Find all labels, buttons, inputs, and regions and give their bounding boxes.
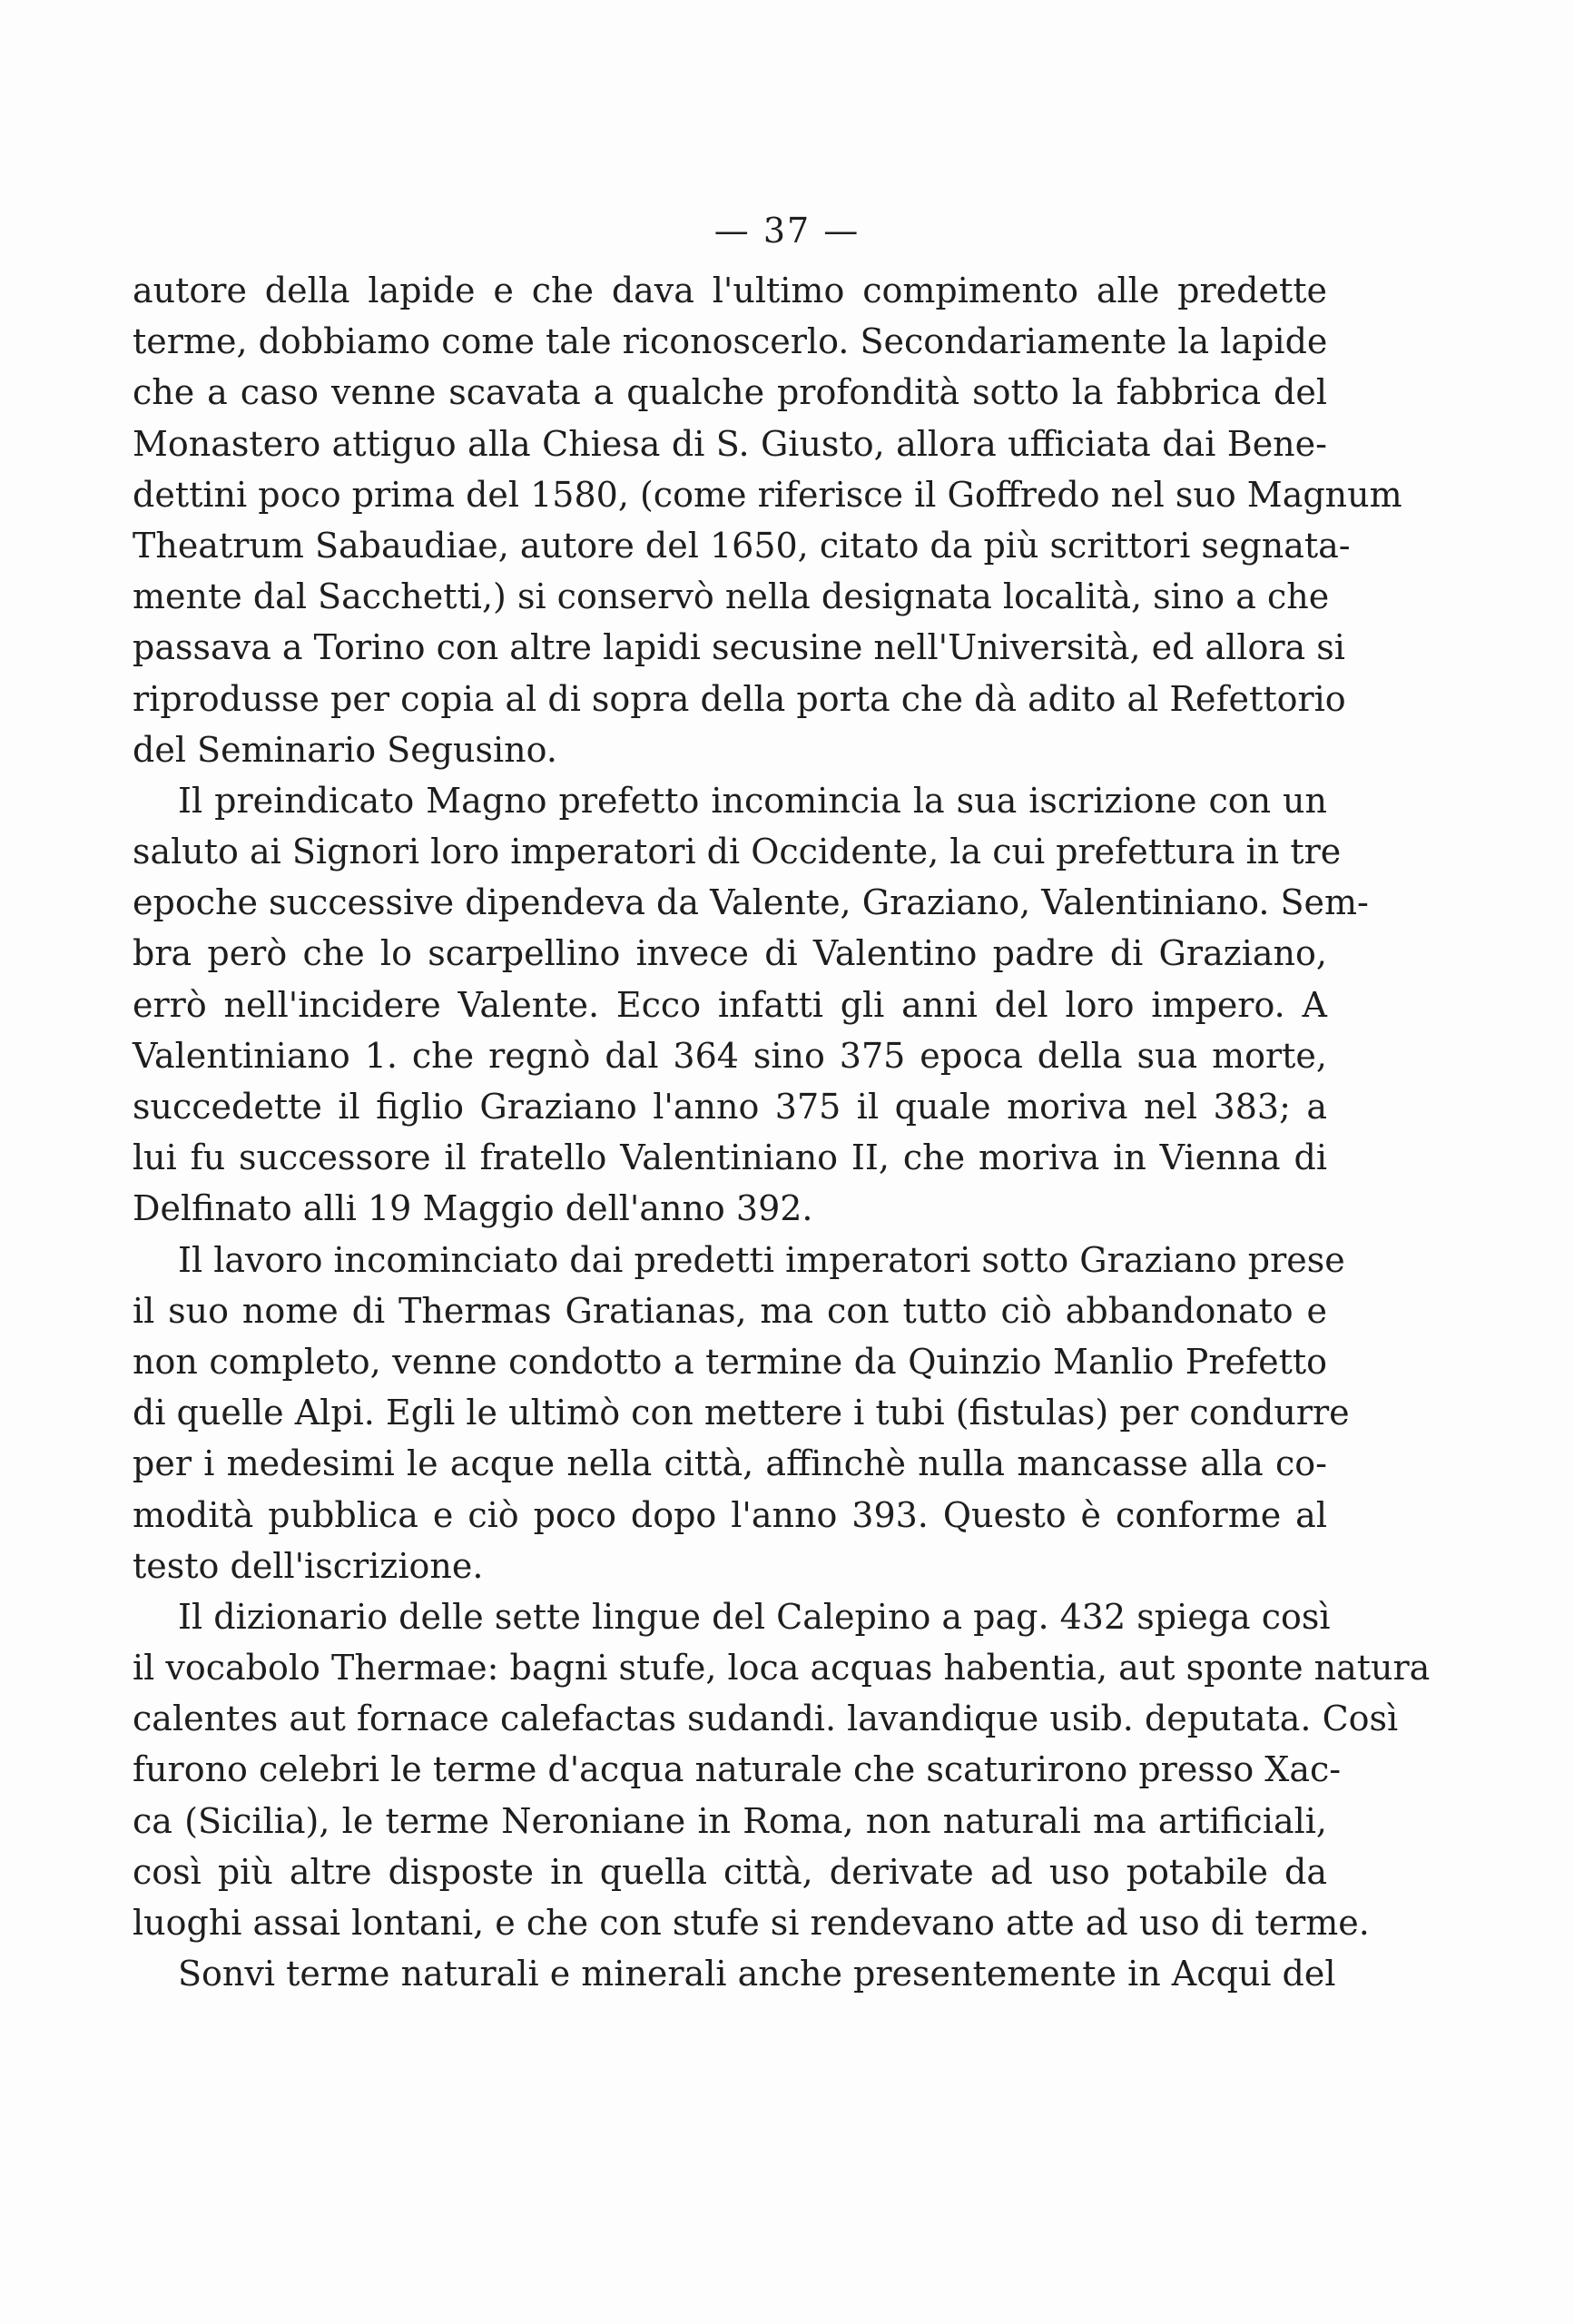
text-line: epoche successive dipendeva da Valente, Graziano, Valentiniano. Sem- [133,882,1369,923]
text-line: calentes aut fornace calefactas sudandi. lavandique usib. deputata. Così [133,1699,1399,1739]
text-line: modità pubblica e ciò poco dopo l'anno 393. Questo è conforme al [133,1494,1327,1535]
text-line: luoghi assai lontani, e che con stufe si rendevano atte ad uso di terme. [133,1903,1370,1943]
text-line: il suo nome di Thermas Gratianas, ma con tutto ciò abbandonato e [133,1290,1327,1331]
text-line: Valentiniano 1. che regnò dal 364 sino 375 epoca della sua morte, [133,1035,1327,1076]
text-line: passava a Torino con altre lapidi secusine nell'Università, ed allora si [133,627,1345,668]
text-line: così più altre disposte in quella città, derivate ad uso potabile da [133,1851,1327,1892]
text-line: ca (Sicilia), le terme Neroniane in Roma, non naturali ma artificiali, [133,1800,1327,1841]
body-text [133,265,1431,1999]
paragraph-start-line: Il dizionario delle sette lingue del Calepino a pag. 432 spiega così [178,1596,1331,1637]
text-line: di quelle Alpi. Egli le ultimò con mettere i tubi (fistulas) per condurre [133,1393,1350,1433]
paragraph-start-line: Sonvi terme naturali e minerali anche presentemente in Acqui del [178,1954,1336,1994]
text-line: del Seminario Segusino. [133,729,557,770]
text-line: errò nell'incidere Valente. Ecco infatti gli anni del loro impero. A [133,984,1327,1025]
text-line: furono celebri le terme d'acqua naturale che scaturirono presso Xac- [133,1749,1342,1790]
paragraph-start-line: Il preindicato Magno prefetto incomincia la sua iscrizione con un [178,780,1327,821]
text-line: non completo, venne condotto a termine da Quinzio Manlio Prefetto [133,1341,1327,1382]
text-line: riprodusse per copia al di sopra della porta che dà adito al Refettorio [133,678,1346,719]
text-line: testo dell'iscrizione. [133,1545,484,1586]
text-line: che a caso venne scavata a qualche profondità sotto la fabbrica del [133,372,1327,413]
text-line: per i medesimi le acque nella città, affinchè nulla mancasse alla co- [133,1443,1327,1484]
text-line: succedette il figlio Graziano l'anno 375 il quale moriva nel 383; a [133,1087,1327,1127]
text-line: terme, dobbiamo come tale riconoscerlo. Secondariamente la lapide [133,321,1328,362]
text-line: bra però che lo scarpellino invece di Valentino padre di Graziano, [133,933,1327,974]
text-line: dettini poco prima del 1580, (come riferisce il Goffredo nel suo Magnum [133,474,1402,515]
page-number: — 37 — [713,211,861,251]
text-line: il vocabolo Thermae: bagni stufe, loca acquas habentia, aut sponte natura [133,1648,1431,1689]
text-line: Theatrum Sabaudiae, autore del 1650, citato da più scrittori segnata- [133,525,1351,566]
text-line: Delfinato alli 19 Maggio dell'anno 392. [133,1188,813,1229]
text-line: saluto ai Signori loro imperatori di Occidente, la cui prefettura in tre [133,832,1342,872]
text-line: mente dal Sacchetti,) si conservò nella designata località, sino a che [133,576,1330,617]
text-line: Monastero attiguo alla Chiesa di S. Giusto, allora ufficiata dai Bene- [133,423,1327,464]
text-line: autore della lapide e che dava l'ultimo compimento alle predette [133,271,1327,310]
text-line: lui fu successore il fratello Valentiniano II, che moriva in Vienna di [133,1137,1327,1178]
paragraph-start-line: Il lavoro incominciato dai predetti imperatori sotto Graziano prese [178,1239,1345,1280]
